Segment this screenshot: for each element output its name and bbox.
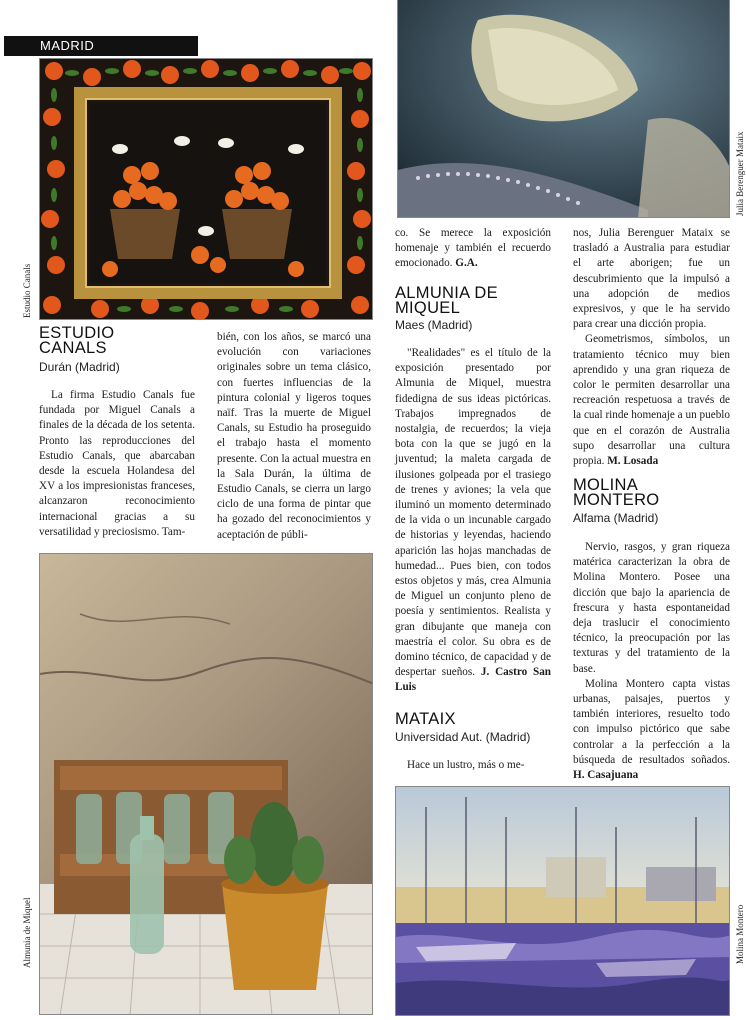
molina-painting (395, 786, 730, 1016)
section-label: MADRID (4, 36, 198, 56)
credit-estudio-canals: Estudio Canals (22, 263, 32, 318)
estudio-canals-title (39, 326, 114, 356)
credit-molina: Molina Montero (735, 904, 745, 964)
molina-title (573, 478, 659, 508)
mataix-continuation-column (573, 226, 730, 469)
credit-mataix: Julia Berenguer Mataix (735, 131, 745, 216)
molina-body-column (573, 540, 730, 783)
mataix-signature: M. Losada (607, 455, 659, 468)
mataix-start: Hace un lustro, más o me- (407, 759, 525, 771)
almunia-body-column (395, 346, 551, 696)
molina-venue: Alfama (Madrid) (573, 511, 659, 525)
almunia-painting (39, 553, 373, 1015)
almunia-body: "Realidades" es el título de la exposición presentado por Almunia de Miquel, muestra fidedigna de sus ideas pictóricas. Trabajos impregnados de nostalgia, de recuerdos; la vieja bota con la que se jugó en la juventud; la maleta cargada de ilusiones golpeada por el trasiego de trenes y aviones; la vela que iluminó un momento determinado de la vida o un incunable cargado de historias y leyendas, haciendo aparición las hojas manchadas de humedad... Pues bien, con todos estos objetos y más, crea Almunia de Miguel un conjunto pleno de poesía y sentimientos. Realista y gran dibujante que maneja con maestría el color. Su obra es de domino técnico, de capacidad y de despertar sueños. (395, 347, 551, 679)
estudio-canals-continuation (395, 226, 551, 272)
almunia-venue: Maes (Madrid) (395, 318, 473, 332)
still-life-painting-image (40, 554, 373, 1015)
mataix-cont2: Geometrismos, símbolos, un tratamiento técnico muy bien aprendido y una gran riqueza de color le permiten desarrollar una recreación respetuosa a través de la cual rinde homenaje a un pueblo que en el corazón de Australia supo desarrollar una cultura propia. (573, 333, 730, 468)
estudio-canals-cont-text: co. Se merece la exposición homenaje y también el recuerdo emocionado. (395, 227, 551, 270)
molina-title-line1: MOLINA (573, 476, 639, 494)
credit-almunia: Almunia de Miquel (22, 897, 32, 968)
mataix-title: MATAIX (395, 710, 456, 728)
mataix-painting-image (398, 0, 730, 218)
molina-signature: H. Casajuana (573, 769, 639, 782)
mataix-start-column (395, 758, 551, 773)
estudio-canals-col2 (217, 330, 371, 543)
mataix-cont1: nos, Julia Berenguer Mataix se trasladó a Australia para estudiar el arte aborigen; fue un descubrimiento que la impulsó a una adopción de medios expresivos, y que le ha servido para crear una dicción propia. (573, 227, 730, 331)
almunia-title (395, 286, 498, 316)
estudio-canals-col1 (39, 388, 195, 540)
estudio-canals-signature: G.A. (455, 257, 478, 270)
almunia-signature: J. Castro San Luis (395, 666, 552, 694)
harbour-painting-image (396, 787, 730, 1016)
mataix-painting (397, 0, 730, 218)
estudio-canals-venue: Durán (Madrid) (39, 360, 120, 374)
molina-paragraph2: Molina Montero capta vistas urbanas, paisajes, puertos y también interiores, resuelto todo con impulso pictórico que sabe controlar a la perfección a la búsqueda de resultados soñados. (573, 677, 730, 766)
oranges-painting-image (40, 59, 373, 320)
estudio-canals-painting (39, 58, 373, 320)
molina-paragraph1: Nervio, rasgos, y gran riqueza matérica caracterizan la obra de Molina Montero. Posee una dicción que bajo la apariencia de frescura y hasta espontaneidad deja traslucir el conocimiento técnico, la preocupación por las texturas y del tratamiento de la base. (573, 541, 730, 675)
estudio-canals-title-line2: CANALS (39, 339, 107, 357)
estudio-canals-paragraph1: La firma Estudio Canals fue fundada por Miguel Canals a finales de la década de los setenta. Pronto las reproducciones del Estudio Canals, que abarcaban desde la escuela Holandesa del XV a los impresionistas franceses, alcanzaron reconocimiento internacional gracias a su versatilidad y preciosismo. Tam- (39, 389, 195, 538)
molina-title-line2: MONTERO (573, 491, 660, 509)
estudio-canals-paragraph2: bién, con los años, se marcó una evolución con variaciones originales sobre un tema clásico, con fuertes influencias de la pintura colonial y ligeros toques naïf. Tras la muerte de Miguel Canals, su Estudio ha proseguido el trabajo hasta el momento presente. Con la actual muestra en la Sala Durán, la última de Estudio Canals, se cierra un largo ciclo de una forma de pintar que ha gozado del reconocimientos y aceptación de públi- (217, 331, 371, 541)
almunia-title-line2: MIQUEL (395, 299, 461, 317)
mataix-venue: Universidad Aut. (Madrid) (395, 730, 531, 744)
almunia-title-line1: ALMUNIA DE (395, 284, 498, 302)
estudio-canals-title-line1: ESTUDIO (39, 324, 115, 342)
